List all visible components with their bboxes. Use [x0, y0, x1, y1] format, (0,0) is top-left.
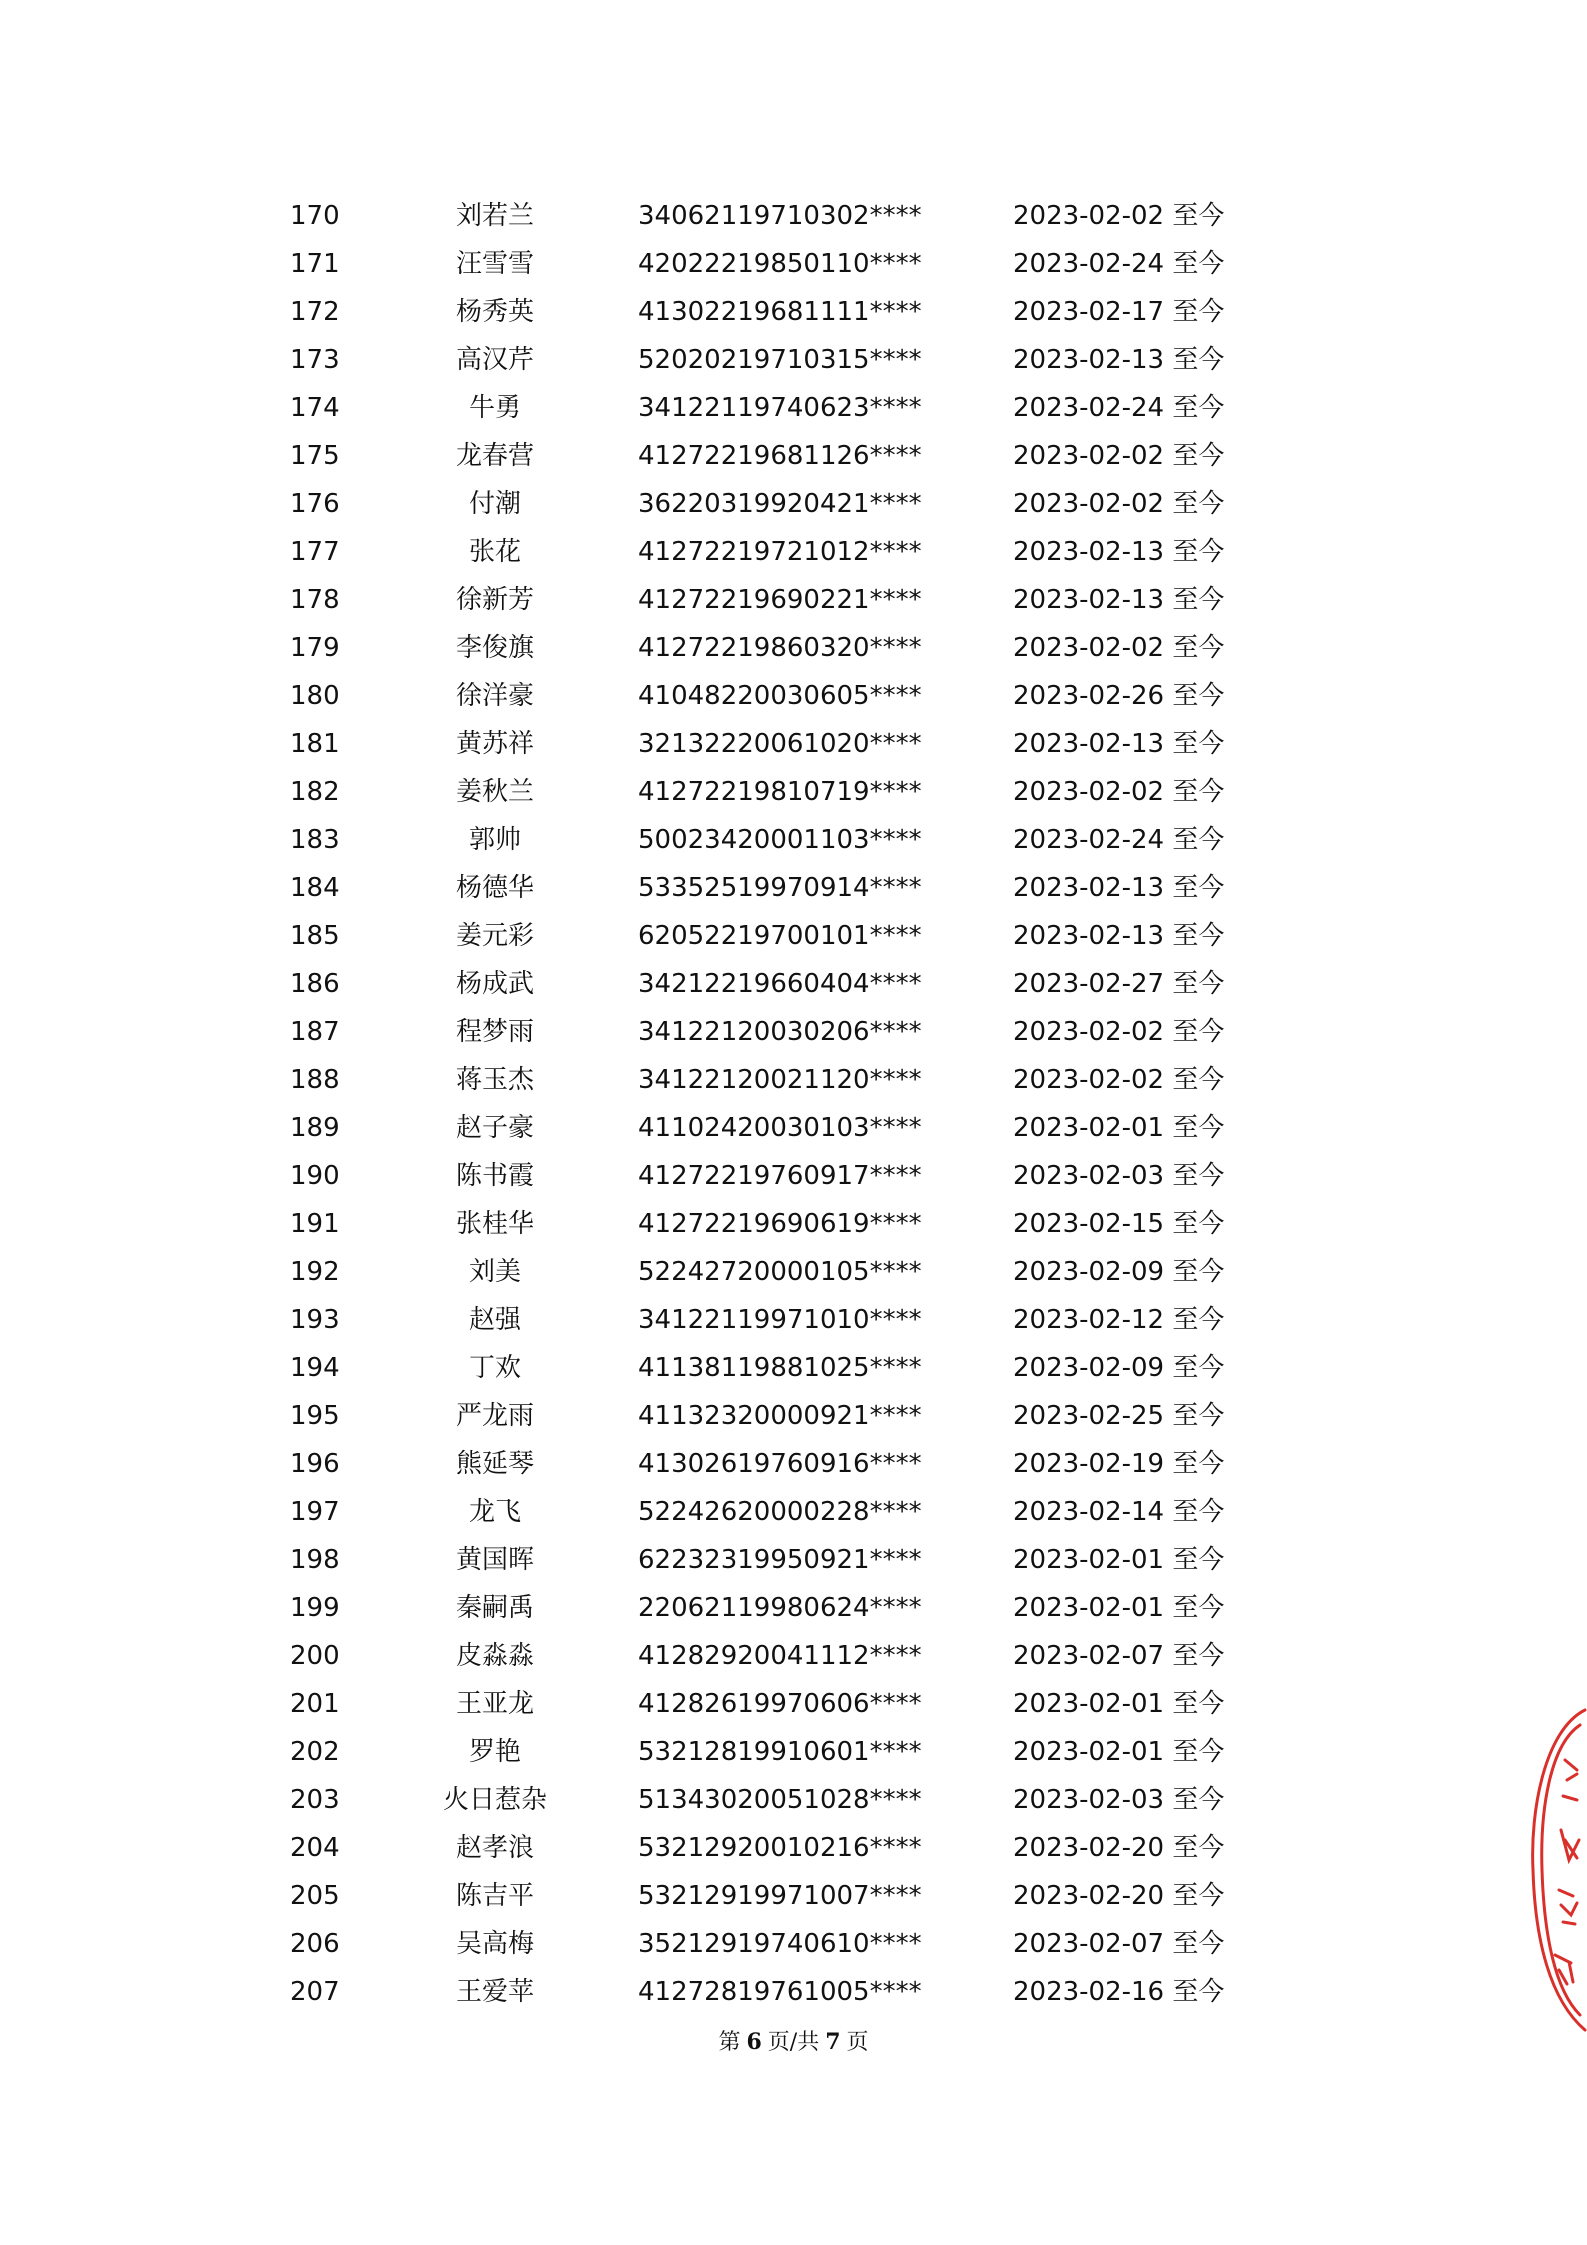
- page-footer: [0, 2025, 1587, 2056]
- row-date-range: 2023-02-09 至今: [1013, 1257, 1225, 1287]
- row-date-range: 2023-02-15 至今: [1013, 1209, 1225, 1239]
- row-id-number: 41272219760917****: [638, 1161, 922, 1191]
- row-date-range: 2023-02-13 至今: [1013, 537, 1225, 567]
- row-id-number: 53212919971007****: [638, 1881, 922, 1911]
- table-row: [0, 1632, 1587, 1680]
- row-name: 赵子豪: [455, 1113, 534, 1143]
- row-id-number: 53212819910601****: [638, 1737, 922, 1767]
- row-id-number: 41272219690619****: [638, 1209, 922, 1239]
- row-date-range: 2023-02-13 至今: [1013, 921, 1225, 951]
- row-number: 185: [290, 921, 340, 951]
- row-date-range: 2023-02-20 至今: [1013, 1881, 1225, 1911]
- row-number: 194: [290, 1353, 340, 1383]
- row-name: 赵孝浪: [455, 1833, 534, 1863]
- row-number: 199: [290, 1593, 340, 1623]
- row-name: 龙春营: [455, 441, 534, 471]
- row-number: 200: [290, 1641, 340, 1671]
- row-number: 170: [290, 201, 340, 231]
- row-id-number: 32132220061020****: [638, 729, 922, 759]
- row-id-number: 52242720000105****: [638, 1257, 922, 1287]
- table-row: [0, 1488, 1587, 1536]
- table-row: [0, 1344, 1587, 1392]
- row-name: 徐新芳: [455, 585, 534, 615]
- row-date-range: 2023-02-20 至今: [1013, 1833, 1225, 1863]
- table-row: [0, 624, 1587, 672]
- row-number: 207: [290, 1977, 340, 2007]
- row-id-number: 34212219660404****: [638, 969, 922, 999]
- row-id-number: 41102420030103****: [638, 1113, 922, 1143]
- row-number: 175: [290, 441, 340, 471]
- table-row: [0, 1200, 1587, 1248]
- table-row: [0, 1104, 1587, 1152]
- row-date-range: 2023-02-02 至今: [1013, 1065, 1225, 1095]
- row-date-range: 2023-02-19 至今: [1013, 1449, 1225, 1479]
- table-row: [0, 192, 1587, 240]
- row-id-number: 36220319920421****: [638, 489, 922, 519]
- row-name: 张桂华: [455, 1209, 534, 1239]
- table-row: [0, 336, 1587, 384]
- row-date-range: 2023-02-26 至今: [1013, 681, 1225, 711]
- row-date-range: 2023-02-24 至今: [1013, 825, 1225, 855]
- row-number: 182: [290, 777, 340, 807]
- row-date-range: 2023-02-02 至今: [1013, 633, 1225, 663]
- row-name: 蒋玉杰: [455, 1065, 534, 1095]
- row-name: 王爱苹: [455, 1977, 534, 2007]
- row-number: 188: [290, 1065, 340, 1095]
- footer-middle: 页/共: [767, 2030, 820, 2055]
- row-id-number: 41272819761005****: [638, 1977, 922, 2007]
- row-name: 郭帅: [468, 825, 521, 855]
- row-date-range: 2023-02-17 至今: [1013, 297, 1225, 327]
- table-row: [0, 1968, 1587, 2016]
- row-date-range: 2023-02-01 至今: [1013, 1737, 1225, 1767]
- row-number: 198: [290, 1545, 340, 1575]
- row-id-number: 53352519970914****: [638, 873, 922, 903]
- row-name: 姜元彩: [455, 921, 534, 951]
- row-name: 王亚龙: [455, 1689, 534, 1719]
- row-number: 177: [290, 537, 340, 567]
- row-name: 杨德华: [455, 873, 534, 903]
- row-name: 黄苏祥: [455, 729, 534, 759]
- record-list: [0, 192, 1587, 2016]
- row-number: 186: [290, 969, 340, 999]
- row-id-number: 41272219860320****: [638, 633, 922, 663]
- row-number: 202: [290, 1737, 340, 1767]
- row-number: 197: [290, 1497, 340, 1527]
- table-row: [0, 768, 1587, 816]
- row-name: 汪雪雪: [455, 249, 534, 279]
- row-date-range: 2023-02-01 至今: [1013, 1113, 1225, 1143]
- row-name: 付潮: [468, 489, 521, 519]
- row-number: 192: [290, 1257, 340, 1287]
- row-date-range: 2023-02-03 至今: [1013, 1161, 1225, 1191]
- row-name: 刘若兰: [455, 201, 534, 231]
- row-id-number: 41272219681126****: [638, 441, 922, 471]
- table-row: [0, 1056, 1587, 1104]
- row-date-range: 2023-02-02 至今: [1013, 489, 1225, 519]
- row-id-number: 41272219810719****: [638, 777, 922, 807]
- row-number: 174: [290, 393, 340, 423]
- row-id-number: 41272219721012****: [638, 537, 922, 567]
- table-row: [0, 384, 1587, 432]
- row-number: 201: [290, 1689, 340, 1719]
- row-name: 严龙雨: [455, 1401, 534, 1431]
- row-id-number: 62052219700101****: [638, 921, 922, 951]
- table-row: [0, 1872, 1587, 1920]
- row-id-number: 34122119740623****: [638, 393, 922, 423]
- row-id-number: 52242620000228****: [638, 1497, 922, 1527]
- footer-suffix: 页: [846, 2030, 869, 2055]
- table-row: [0, 1248, 1587, 1296]
- row-name: 皮淼淼: [455, 1641, 534, 1671]
- row-id-number: 53212920010216****: [638, 1833, 922, 1863]
- row-id-number: 34122120030206****: [638, 1017, 922, 1047]
- row-name: 罗艳: [468, 1737, 521, 1767]
- row-id-number: 42022219850110****: [638, 249, 922, 279]
- table-row: [0, 1008, 1587, 1056]
- row-number: 190: [290, 1161, 340, 1191]
- row-number: 196: [290, 1449, 340, 1479]
- row-number: 204: [290, 1833, 340, 1863]
- row-name: 李俊旗: [455, 633, 534, 663]
- red-seal-stamp: [1525, 1700, 1587, 2040]
- row-number: 178: [290, 585, 340, 615]
- footer-total-pages: 7: [825, 2029, 841, 2055]
- row-id-number: 41048220030605****: [638, 681, 922, 711]
- row-date-range: 2023-02-24 至今: [1013, 249, 1225, 279]
- row-date-range: 2023-02-12 至今: [1013, 1305, 1225, 1335]
- row-id-number: 62232319950921****: [638, 1545, 922, 1575]
- table-row: [0, 240, 1587, 288]
- row-date-range: 2023-02-13 至今: [1013, 873, 1225, 903]
- row-number: 206: [290, 1929, 340, 1959]
- row-name: 熊延琴: [455, 1449, 534, 1479]
- row-name: 陈书霞: [455, 1161, 534, 1191]
- row-date-range: 2023-02-02 至今: [1013, 441, 1225, 471]
- row-date-range: 2023-02-02 至今: [1013, 777, 1225, 807]
- row-name: 张花: [468, 537, 521, 567]
- table-row: [0, 1152, 1587, 1200]
- table-row: [0, 720, 1587, 768]
- row-date-range: 2023-02-13 至今: [1013, 585, 1225, 615]
- table-row: [0, 576, 1587, 624]
- row-number: 189: [290, 1113, 340, 1143]
- row-id-number: 41282619970606****: [638, 1689, 922, 1719]
- table-row: [0, 960, 1587, 1008]
- row-name: 陈吉平: [455, 1881, 534, 1911]
- table-row: [0, 1920, 1587, 1968]
- row-number: 205: [290, 1881, 340, 1911]
- row-id-number: 34122120021120****: [638, 1065, 922, 1095]
- row-id-number: 34122119971010****: [638, 1305, 922, 1335]
- footer-page-number: 6: [746, 2029, 762, 2055]
- row-name: 程梦雨: [455, 1017, 534, 1047]
- row-date-range: 2023-02-01 至今: [1013, 1545, 1225, 1575]
- row-date-range: 2023-02-14 至今: [1013, 1497, 1225, 1527]
- table-row: [0, 1536, 1587, 1584]
- table-row: [0, 1680, 1587, 1728]
- row-name: 赵强: [468, 1305, 521, 1335]
- row-id-number: 34062119710302****: [638, 201, 922, 231]
- row-date-range: 2023-02-02 至今: [1013, 201, 1225, 231]
- table-row: [0, 1440, 1587, 1488]
- row-date-range: 2023-02-07 至今: [1013, 1929, 1225, 1959]
- row-name: 杨成武: [455, 969, 534, 999]
- row-id-number: 41138119881025****: [638, 1353, 922, 1383]
- row-number: 181: [290, 729, 340, 759]
- row-name: 吴高梅: [455, 1929, 534, 1959]
- row-number: 184: [290, 873, 340, 903]
- row-id-number: 41132320000921****: [638, 1401, 922, 1431]
- row-number: 183: [290, 825, 340, 855]
- row-number: 171: [290, 249, 340, 279]
- seal-graphic: [1525, 1700, 1587, 2040]
- row-date-range: 2023-02-01 至今: [1013, 1593, 1225, 1623]
- row-id-number: 41272219690221****: [638, 585, 922, 615]
- row-id-number: 41302219681111****: [638, 297, 922, 327]
- row-date-range: 2023-02-27 至今: [1013, 969, 1225, 999]
- row-date-range: 2023-02-02 至今: [1013, 1017, 1225, 1047]
- row-name: 牛勇: [468, 393, 521, 423]
- row-number: 203: [290, 1785, 340, 1815]
- table-row: [0, 1824, 1587, 1872]
- row-number: 179: [290, 633, 340, 663]
- table-row: [0, 672, 1587, 720]
- row-number: 173: [290, 345, 340, 375]
- table-row: [0, 528, 1587, 576]
- row-id-number: 41302619760916****: [638, 1449, 922, 1479]
- row-name: 黄国晖: [455, 1545, 534, 1575]
- table-row: [0, 816, 1587, 864]
- table-row: [0, 912, 1587, 960]
- table-row: [0, 480, 1587, 528]
- row-date-range: 2023-02-03 至今: [1013, 1785, 1225, 1815]
- table-row: [0, 864, 1587, 912]
- row-name: 徐洋豪: [455, 681, 534, 711]
- row-date-range: 2023-02-16 至今: [1013, 1977, 1225, 2007]
- row-number: 176: [290, 489, 340, 519]
- row-name: 丁欢: [468, 1353, 521, 1383]
- row-date-range: 2023-02-07 至今: [1013, 1641, 1225, 1671]
- row-id-number: 22062119980624****: [638, 1593, 922, 1623]
- table-row: [0, 1296, 1587, 1344]
- table-row: [0, 1776, 1587, 1824]
- row-number: 191: [290, 1209, 340, 1239]
- row-number: 193: [290, 1305, 340, 1335]
- table-row: [0, 288, 1587, 336]
- row-name: 高汉芹: [455, 345, 534, 375]
- row-date-range: 2023-02-01 至今: [1013, 1689, 1225, 1719]
- row-id-number: 35212919740610****: [638, 1929, 922, 1959]
- row-date-range: 2023-02-13 至今: [1013, 729, 1225, 759]
- row-number: 187: [290, 1017, 340, 1047]
- row-name: 姜秋兰: [455, 777, 534, 807]
- row-name: 秦嗣禹: [455, 1593, 534, 1623]
- footer-prefix: 第: [718, 2030, 741, 2055]
- row-number: 195: [290, 1401, 340, 1431]
- table-row: [0, 432, 1587, 480]
- row-date-range: 2023-02-25 至今: [1013, 1401, 1225, 1431]
- row-id-number: 51343020051028****: [638, 1785, 922, 1815]
- row-number: 172: [290, 297, 340, 327]
- row-id-number: 41282920041112****: [638, 1641, 922, 1671]
- table-row: [0, 1584, 1587, 1632]
- row-name: 刘美: [468, 1257, 521, 1287]
- row-date-range: 2023-02-13 至今: [1013, 345, 1225, 375]
- row-name: 杨秀英: [455, 297, 534, 327]
- row-date-range: 2023-02-24 至今: [1013, 393, 1225, 423]
- row-id-number: 50023420001103****: [638, 825, 922, 855]
- table-row: [0, 1392, 1587, 1440]
- row-name: 火日惹杂: [442, 1785, 547, 1815]
- row-date-range: 2023-02-09 至今: [1013, 1353, 1225, 1383]
- row-number: 180: [290, 681, 340, 711]
- row-name: 龙飞: [468, 1497, 521, 1527]
- table-row: [0, 1728, 1587, 1776]
- row-id-number: 52020219710315****: [638, 345, 922, 375]
